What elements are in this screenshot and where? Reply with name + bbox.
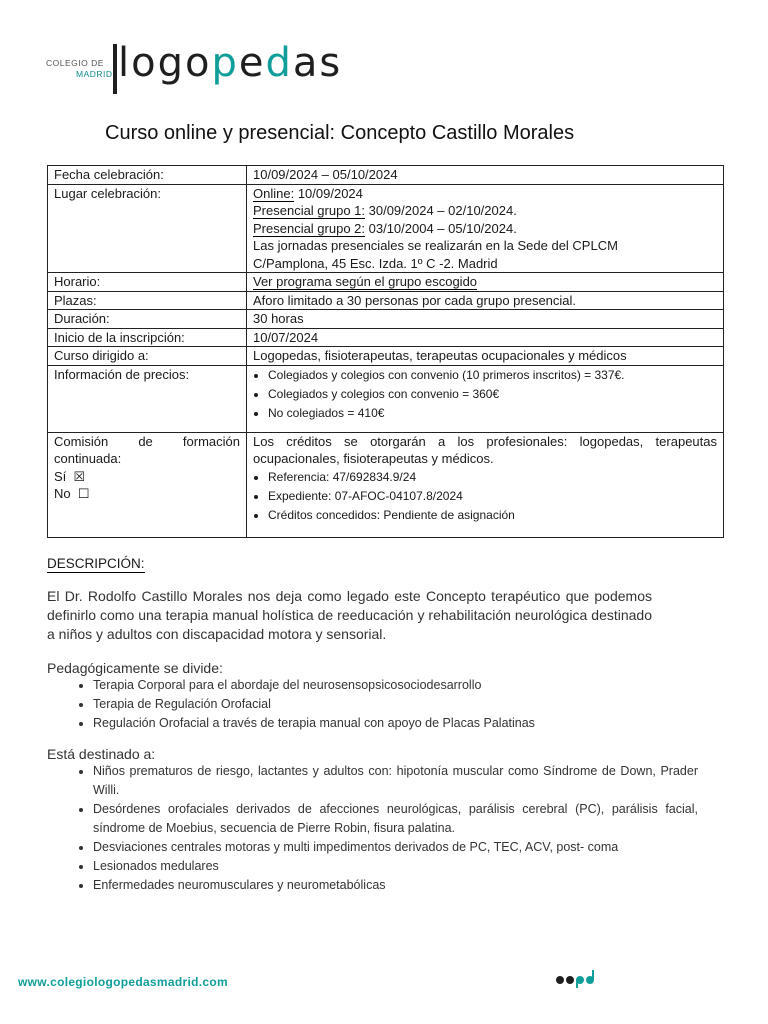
table-row [48,365,724,432]
precio-item: • Colegiados y colegios con convenio = 360€ [268,385,717,404]
table-row [48,347,724,366]
precio-item: • Colegiados y colegios con convenio (10 primeros inscritos) = 337€. [268,366,717,385]
fecha-key: Fecha celebración: [48,166,247,185]
list-item: • Enfermedades neuromusculares y neurometabólicas [93,876,698,895]
table-row [48,291,724,310]
inicio-value: 10/07/2024 [247,328,724,347]
division-list [47,676,698,733]
no-label: No [54,486,71,501]
lugar-note-2: C/Pamplona, 45 Esc. Izda. 1º C -2. Madrid [253,255,498,271]
credito-item: • Referencia: 47/692834.9/24 [268,468,717,487]
logo-wordmark [118,40,342,86]
horario-value [247,273,724,292]
list-item: • Desórdenes orofaciales derivados de afecciones neurológicas, parálisis cerebral (PC), parálisis facial, síndrome de Moebius, secuencia de Pierre Robin, fisura palatina. [93,800,698,838]
no-checkbox[interactable]: ☐ [77,486,90,501]
lugar-key: Lugar celebración: [48,184,247,273]
logo-bar [113,44,117,94]
plazas-key: Plazas: [48,291,247,310]
logo-part-b: p [211,40,239,86]
horario-link: Ver programa según el grupo escogido [253,274,478,289]
logo-part-c: e [238,40,266,86]
table-row [48,310,724,329]
plazas-value: Aforo limitado a 30 personas por cada grupo presencial. [247,291,724,310]
footer-website-link[interactable]: www.colegiologopedasmadrid.com [18,975,228,989]
list-item: • Desviaciones centrales motoras y multi impedimentos derivados de PC, TEC, ACV, post- coma [93,838,698,857]
table-row [48,432,724,537]
si-label: Sí [54,468,67,484]
division-intro: Pedagógicamente se divide: [47,660,223,676]
duracion-value: 30 horas [247,310,724,329]
inicio-key: Inicio de la inscripción: [48,328,247,347]
comision-word-1: Comisión [54,433,109,449]
comision-word-4: continuada: [54,451,122,466]
logo-part-a: logo [118,40,212,86]
creditos-value [247,432,724,537]
table-row [48,273,724,292]
course-info-table [47,165,724,538]
grupo1-value: 30/09/2024 – 02/10/2024. [365,203,517,218]
table-row [48,166,724,185]
precios-key: Información de precios: [48,365,247,432]
lugar-value [247,184,724,273]
precios-value [247,365,724,432]
comision-key [48,432,247,537]
list-item: • Terapia Corporal para el abordaje del neurosensopsicosociodesarrollo [93,676,698,695]
lugar-note-1: Las jornadas presenciales se realizarán en la Sede del CPLCM [253,238,618,253]
grupo2-value: 03/10/2004 – 05/10/2024. [365,220,517,236]
logo-part-d: d [265,40,293,86]
logo-caption-line2: MADRID [76,69,113,79]
logo-caption [46,58,113,80]
grupo2-label: Presencial grupo 2: [253,220,366,236]
online-value: 10/09/2024 [294,185,363,201]
credito-item: • Expediente: 07-AFOC-04107.8/2024 [268,487,717,506]
list-item: • Terapia de Regulación Orofacial [93,695,698,714]
dirigido-value: Logopedas, fisioterapeutas, terapeutas ocupacionales y médicos [247,347,724,366]
list-item: • Regulación Orofacial a través de terapia manual con apoyo de Placas Palatinas [93,714,698,733]
page-title: Curso online y presencial: Concepto Castillo Morales [105,122,575,144]
descripcion-heading: DESCRIPCIÓN: [47,556,145,571]
destinado-list [47,762,698,895]
table-row [48,328,724,347]
table-row [48,184,724,273]
fecha-value: 10/09/2024 – 05/10/2024 [247,166,724,185]
list-item: • Niños prematuros de riesgo, lactantes y adultos con: hipotonía muscular como Síndrome de Down, Prader Willi. [93,762,698,800]
destinado-intro: Está destinado a: [47,746,156,762]
list-item: • Lesionados medulares [93,857,698,876]
creditos-intro: Los créditos se otorgarán a los profesionales: logopedas, terapeutas ocupacionales, fisioterapeutas y médicos. [253,433,717,466]
horario-key: Horario: [48,273,247,292]
logo-part-e: as [292,40,343,86]
precio-item: • No colegiados = 410€ [268,404,717,423]
footer-logo-icon [555,968,599,995]
descripcion-paragraph: El Dr. Rodolfo Castillo Morales nos deja como legado este Concepto terapéutico que podemos definirlo como una terapia manual holística de reeducación y rehabilitación neurológica destinado a niños y adultos con discapacidad motora y sensorial. [47,588,652,642]
comision-word-3: formación [182,433,240,449]
logo-caption-line1: COLEGIO DE [46,58,104,68]
dirigido-key: Curso dirigido a: [48,347,247,366]
si-checkbox[interactable]: ☒ [73,468,86,484]
online-label: Online: [253,185,295,201]
grupo1-label: Presencial grupo 1: [253,203,366,218]
comision-word-2: de [138,433,153,449]
duracion-key: Duración: [48,310,247,329]
credito-item: • Créditos concedidos: Pendiente de asignación [268,506,717,525]
